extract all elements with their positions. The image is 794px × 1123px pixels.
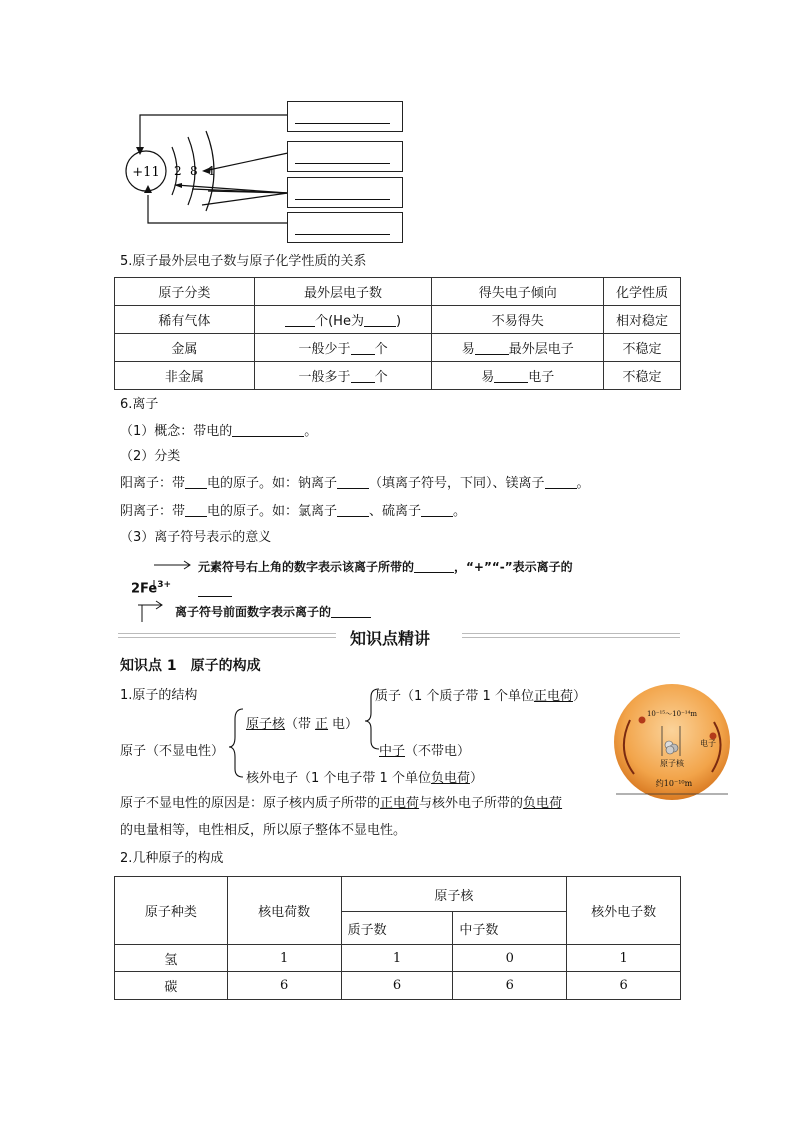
text: 电的原子。如：氯离子 bbox=[207, 504, 338, 519]
cell: 碳 bbox=[115, 972, 228, 1000]
atom-structure-title: 1.原子的结构 bbox=[120, 688, 198, 703]
blank[interactable] bbox=[232, 422, 304, 437]
blank[interactable] bbox=[545, 474, 577, 489]
text: 、硫离子 bbox=[369, 504, 422, 519]
cell-text: 电子 bbox=[528, 370, 555, 385]
cell bbox=[254, 334, 432, 362]
cell: 不稳定 bbox=[604, 334, 681, 362]
blank[interactable] bbox=[351, 368, 375, 383]
text: （带 bbox=[285, 717, 312, 732]
text: 质子（1 个质子带 1 个单位 bbox=[375, 689, 534, 704]
arrow-box1-to-nucleus bbox=[140, 115, 288, 147]
image-size-range: 10⁻¹⁵～10⁻¹⁴m bbox=[646, 710, 698, 718]
blank[interactable] bbox=[285, 312, 315, 327]
header-cell: 核外电子数 bbox=[567, 877, 681, 945]
header-cell: 核电荷数 bbox=[227, 877, 341, 945]
electron-line bbox=[246, 767, 483, 786]
text: 元素符号右上角的数字表示该离子所带的 bbox=[198, 560, 415, 574]
reason-line-1 bbox=[120, 795, 562, 813]
nucleus-charge: +11 bbox=[132, 165, 160, 180]
answer: 负电荷 bbox=[523, 796, 563, 811]
header-cell: 原子核 bbox=[341, 877, 567, 912]
answer: 正电荷 bbox=[533, 689, 573, 704]
atom-composition-table bbox=[114, 876, 681, 1000]
ion-meaning-line1 bbox=[198, 558, 573, 575]
blank[interactable] bbox=[185, 474, 207, 489]
blank[interactable] bbox=[337, 502, 369, 517]
ion-classify: （2）分类 bbox=[120, 449, 181, 464]
header-cell: 原子种类 bbox=[115, 877, 228, 945]
header-cell: 化学性质 bbox=[604, 278, 681, 306]
knowledge-point-1-title: 知识点 1 原子的构成 bbox=[120, 658, 261, 674]
ion-concept bbox=[120, 422, 317, 441]
text: ） bbox=[572, 689, 586, 704]
image-nucleus-label: 原子核 bbox=[660, 759, 684, 768]
valence-table bbox=[114, 277, 681, 390]
blank[interactable] bbox=[364, 312, 396, 327]
cell: 氢 bbox=[115, 945, 228, 972]
table-row bbox=[115, 362, 681, 390]
cell-text: 个(He为 bbox=[315, 314, 364, 329]
text: 电） bbox=[332, 717, 359, 732]
cell: 不稳定 bbox=[604, 362, 681, 390]
cell-text: 最外层电子 bbox=[508, 342, 574, 357]
blank[interactable] bbox=[198, 582, 232, 597]
answer: 负电荷 bbox=[430, 771, 470, 786]
text: 中子 bbox=[379, 744, 406, 759]
cell: 1 bbox=[567, 945, 681, 972]
table-row bbox=[115, 306, 681, 334]
shell-3-electrons: 1 bbox=[208, 164, 216, 178]
header-cell: 最外层电子数 bbox=[254, 278, 432, 306]
cell bbox=[432, 362, 604, 390]
ion-meaning: （3）离子符号表示的意义 bbox=[120, 530, 272, 545]
ion-symbol-charge: 3+ bbox=[157, 580, 172, 590]
cell-text: 一般少于 bbox=[298, 342, 351, 357]
cell: 稀有气体 bbox=[115, 306, 255, 334]
shell-1-electrons: 2 bbox=[174, 164, 182, 178]
text: 阳离子：带 bbox=[120, 476, 186, 491]
text: （不带电） bbox=[405, 744, 471, 759]
cell-text: 个 bbox=[374, 370, 388, 385]
neutron-line bbox=[379, 740, 470, 759]
cell: 6 bbox=[227, 972, 341, 1000]
cell bbox=[254, 306, 432, 334]
table-row bbox=[115, 334, 681, 362]
arrow-box2-to-outer bbox=[204, 153, 288, 171]
cell-text: 易 bbox=[481, 370, 495, 385]
cell: 不易得失 bbox=[432, 306, 604, 334]
cell: 1 bbox=[341, 945, 453, 972]
proton-line bbox=[375, 685, 586, 704]
blank[interactable] bbox=[351, 340, 375, 355]
blank[interactable] bbox=[494, 368, 528, 383]
nucleus-line bbox=[246, 713, 358, 732]
image-atom-size: 约10⁻¹⁰m bbox=[655, 779, 693, 788]
section-heading: 知识点精讲 bbox=[350, 629, 431, 648]
answer: 正 bbox=[315, 717, 329, 732]
header-cell: 质子数 bbox=[341, 912, 453, 945]
cell bbox=[432, 334, 604, 362]
text: 。 bbox=[304, 424, 318, 439]
text: ，“+”“-”表示离子的 bbox=[454, 560, 573, 574]
answer-box-3[interactable] bbox=[287, 177, 403, 208]
ion-symbol-base: 2Fe bbox=[131, 581, 158, 597]
blank[interactable] bbox=[475, 340, 509, 355]
answer: 正电荷 bbox=[380, 796, 420, 811]
text: 。 bbox=[453, 504, 467, 519]
text: 核外电子（1 个电子带 1 个单位 bbox=[246, 771, 431, 786]
header-cell: 中子数 bbox=[453, 912, 567, 945]
blank[interactable] bbox=[421, 502, 453, 517]
cell: 6 bbox=[341, 972, 453, 1000]
cell-text: 个 bbox=[374, 342, 388, 357]
text: 。 bbox=[576, 476, 590, 491]
blank[interactable] bbox=[331, 603, 371, 618]
table-row bbox=[115, 972, 681, 1000]
anion-line bbox=[120, 502, 466, 521]
shell-2-electrons: 8 bbox=[190, 164, 198, 178]
blank[interactable] bbox=[185, 502, 207, 517]
atom-label: 原子（不显电性） bbox=[120, 744, 225, 759]
text: ） bbox=[469, 771, 483, 786]
text: 与核外电子所带的 bbox=[419, 796, 524, 811]
arrow-box3-d bbox=[202, 193, 288, 205]
text: 原子核 bbox=[246, 717, 286, 732]
blank[interactable] bbox=[414, 558, 454, 573]
ion-meaning-line2 bbox=[175, 603, 371, 620]
cell: 金属 bbox=[115, 334, 255, 362]
table-row bbox=[115, 945, 681, 972]
cation-line bbox=[120, 474, 590, 493]
ion-symbol bbox=[131, 580, 171, 596]
atom-composition-title: 2.几种原子的构成 bbox=[120, 851, 224, 866]
arrow-box4-to-nucleus bbox=[148, 195, 288, 223]
cell: 1 bbox=[227, 945, 341, 972]
cell bbox=[254, 362, 432, 390]
cell-text: 一般多于 bbox=[298, 370, 351, 385]
text: 原子不显电性的原因是：原子核内质子所带的 bbox=[120, 796, 381, 811]
section6-title: 6.离子 bbox=[120, 397, 159, 412]
section5-title: 5.原子最外层电子数与原子化学性质的关系 bbox=[120, 254, 367, 269]
cell: 相对稳定 bbox=[604, 306, 681, 334]
cell: 0 bbox=[453, 945, 567, 972]
text: 离子符号前面数字表示离子的 bbox=[175, 605, 332, 619]
text: 阴离子：带 bbox=[120, 504, 186, 519]
reason-line-2: 的电量相等，电性相反，所以原子整体不显电性。 bbox=[120, 823, 407, 838]
cell-text: 易 bbox=[461, 342, 475, 357]
header-cell: 原子分类 bbox=[115, 278, 255, 306]
atom-model-image bbox=[612, 680, 732, 810]
cell: 6 bbox=[567, 972, 681, 1000]
heading-rule-right bbox=[462, 633, 680, 638]
heading-rule-left bbox=[118, 633, 336, 638]
answer-box-4[interactable] bbox=[287, 212, 403, 243]
blank[interactable] bbox=[337, 474, 369, 489]
answer-box-1[interactable] bbox=[287, 101, 403, 132]
image-electron-label: 电子 bbox=[700, 739, 716, 748]
text: 电的原子。如：钠离子 bbox=[207, 476, 338, 491]
text: （填离子符号，下同）、镁离子 bbox=[369, 476, 545, 491]
answer-box-2[interactable] bbox=[287, 141, 403, 172]
header-cell: 得失电子倾向 bbox=[432, 278, 604, 306]
cell: 6 bbox=[453, 972, 567, 1000]
cell-text: ) bbox=[395, 314, 402, 329]
cell: 非金属 bbox=[115, 362, 255, 390]
text: （1）概念：带电的 bbox=[120, 424, 233, 439]
